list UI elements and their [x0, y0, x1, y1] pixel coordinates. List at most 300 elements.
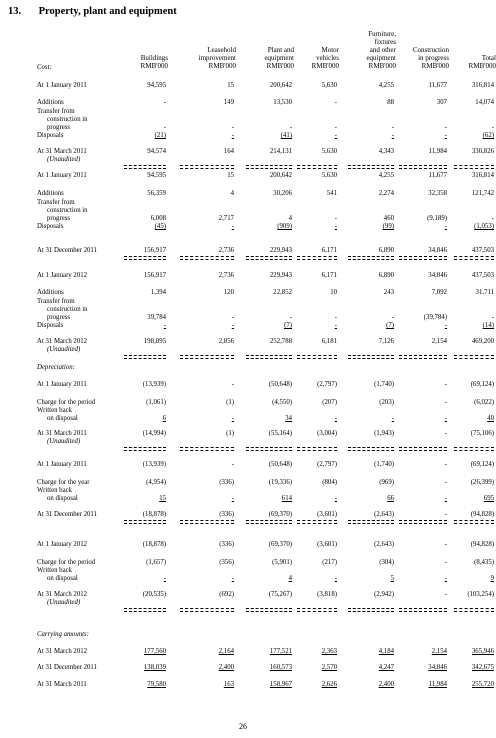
table-cell: 695	[483, 495, 494, 502]
table-cell: (19,336)	[268, 479, 292, 486]
double-rule	[297, 256, 337, 260]
double-rule	[246, 355, 292, 359]
row-label: Cost:	[37, 64, 52, 71]
table-row	[0, 509, 494, 520]
table-cell: -	[334, 495, 337, 502]
double-rule	[454, 355, 494, 359]
table-cell: (1,053)	[474, 223, 494, 230]
table-cell: -	[334, 99, 337, 106]
table-cell: 5,630	[321, 82, 337, 89]
table-cell: 4,343	[378, 148, 394, 155]
table-cell: (1)	[226, 430, 234, 437]
table-cell: 6	[162, 415, 166, 422]
table-cell: 2,400	[378, 681, 394, 688]
table-cell: -	[231, 322, 234, 329]
row-label: (Unaudited)	[47, 599, 81, 606]
row-label: Disposals	[37, 132, 64, 139]
table-cell: -	[444, 511, 447, 518]
table-cell: 156,917	[143, 272, 166, 279]
double-rule	[124, 447, 166, 451]
row-label: Disposals	[37, 223, 64, 230]
table-cell: 9	[490, 575, 494, 582]
table-cell: (75,267)	[268, 591, 292, 598]
table-cell: (7)	[284, 322, 292, 329]
table-cell: -	[231, 223, 234, 230]
table-cell: -	[289, 314, 292, 321]
table-cell: (1,740)	[374, 381, 394, 388]
table-cell: (50,648)	[268, 381, 292, 388]
table-cell: -	[231, 415, 234, 422]
table-cell: 2,570	[321, 664, 337, 671]
row-label: progress	[47, 215, 71, 222]
table-cell: -	[334, 314, 337, 321]
table-cell: (304)	[379, 559, 394, 566]
table-cell: 2,717	[218, 215, 234, 222]
double-rule	[297, 165, 337, 169]
table-row	[0, 245, 494, 256]
table-cell: -	[444, 559, 447, 566]
table-row	[0, 270, 494, 281]
table-row	[0, 629, 486, 640]
table-cell: 4	[288, 215, 292, 222]
table-cell: 7,126	[378, 338, 394, 345]
table-cell: -	[444, 415, 447, 422]
table-cell: (69,370)	[268, 511, 292, 518]
table-cell: -	[163, 124, 166, 131]
table-cell: 31,711	[475, 289, 494, 296]
row-label: progress	[47, 124, 71, 131]
table-cell: 469,200	[471, 338, 494, 345]
table-cell: (3,818)	[317, 591, 337, 598]
row-label: At 31 December 2011	[37, 511, 97, 518]
note-title: Property, plant and equipment	[38, 6, 177, 17]
row-label: At 31 December 2011	[37, 247, 97, 254]
table-cell: 164	[223, 148, 234, 155]
table-cell: -	[444, 495, 447, 502]
double-rule	[399, 520, 447, 524]
table-cell: (69,370)	[268, 541, 292, 548]
table-cell: -	[334, 322, 337, 329]
column-header-line: equipment	[264, 54, 294, 62]
table-cell: (2,797)	[317, 461, 337, 468]
table-cell: 94,595	[147, 82, 166, 89]
double-rule	[246, 256, 292, 260]
column-header-line: improvement	[198, 54, 236, 62]
row-label: At 1 January 2011	[37, 381, 87, 388]
table-cell: -	[391, 415, 394, 422]
double-rule	[180, 520, 234, 524]
table-cell: -	[231, 575, 234, 582]
row-label: At 31 March 2011	[37, 430, 87, 437]
table-cell: (969)	[379, 479, 394, 486]
table-cell: 5,630	[321, 172, 337, 179]
table-row	[0, 170, 494, 181]
table-cell: (1,740)	[374, 461, 394, 468]
double-rule	[348, 355, 394, 359]
row-label: Depreciation:	[37, 364, 75, 371]
table-cell: 2,154	[431, 648, 447, 655]
row-label: Written back	[37, 567, 73, 574]
column-unit: RMB'000	[421, 62, 449, 70]
table-cell: 6,171	[321, 272, 337, 279]
row-label: construction in	[47, 306, 88, 313]
table-cell: 177,560	[143, 648, 166, 655]
table-row	[0, 221, 494, 232]
row-label: At 1 January 2011	[37, 82, 87, 89]
table-cell: (62)	[482, 132, 494, 139]
double-rule	[180, 608, 234, 612]
table-row	[0, 154, 486, 165]
table-cell: (9,189)	[427, 215, 447, 222]
table-cell: (94,828)	[470, 541, 494, 548]
double-rule	[454, 165, 494, 169]
column-header-line: Total	[481, 54, 496, 62]
table-cell: 66	[387, 495, 394, 502]
table-cell: 307	[436, 99, 447, 106]
row-label: At 31 March 2012	[37, 591, 88, 598]
table-cell: 39,784	[147, 314, 166, 321]
column-unit: RMB'000	[140, 62, 168, 70]
table-cell: (18,878)	[142, 511, 166, 518]
table-cell: 7,092	[431, 289, 447, 296]
table-cell: 158,967	[269, 681, 292, 688]
row-label: At 1 January 2012	[37, 272, 88, 279]
double-rule	[124, 520, 166, 524]
row-label: construction in	[47, 207, 88, 214]
table-cell: (4,550)	[272, 399, 292, 406]
double-rule	[246, 447, 292, 451]
table-cell: 2,274	[378, 190, 394, 197]
table-cell: 229,943	[269, 272, 292, 279]
page-number: 26	[239, 722, 247, 731]
table-cell: 6,890	[378, 247, 394, 254]
table-cell: 15	[159, 495, 166, 502]
column-header-line: Motor	[321, 46, 339, 54]
table-cell: (103,254)	[467, 591, 494, 598]
table-cell: 160,573	[269, 664, 292, 671]
table-row	[0, 539, 494, 550]
table-cell: 15	[227, 82, 234, 89]
table-cell: -	[334, 575, 337, 582]
table-cell: 541	[326, 190, 337, 197]
table-cell: (8,435)	[474, 559, 494, 566]
table-cell: (41)	[280, 132, 292, 139]
table-cell: (94,828)	[470, 511, 494, 518]
table-row	[0, 597, 486, 608]
table-cell: -	[231, 132, 234, 139]
table-cell: -	[231, 124, 234, 131]
table-cell: -	[444, 399, 447, 406]
table-cell: -	[491, 124, 494, 131]
table-row	[0, 662, 494, 673]
table-cell: (336)	[219, 511, 234, 518]
double-rule	[348, 165, 394, 169]
column-header-line: Buildings	[140, 54, 168, 62]
table-cell: 163	[223, 681, 234, 688]
table-cell: 11,984	[428, 681, 447, 688]
table-cell: 4,255	[378, 172, 394, 179]
table-cell: -	[334, 215, 337, 222]
double-rule	[297, 608, 337, 612]
double-rule	[297, 520, 337, 524]
table-cell: -	[491, 215, 494, 222]
table-cell: 342,675	[471, 664, 494, 671]
table-cell: 2,363	[321, 648, 337, 655]
table-cell: 4,184	[378, 648, 394, 655]
row-label: (Unaudited)	[47, 156, 81, 163]
row-label: At 1 January 2011	[37, 172, 87, 179]
table-cell: -	[231, 461, 234, 468]
table-cell: 177,521	[269, 648, 292, 655]
table-row	[0, 573, 494, 584]
table-cell: (69,124)	[470, 381, 494, 388]
table-cell: (1,061)	[146, 399, 166, 406]
table-cell: 34,846	[428, 272, 447, 279]
table-cell: 6,181	[321, 338, 337, 345]
table-cell: -	[391, 314, 394, 321]
column-unit: RMB'000	[468, 62, 496, 70]
table-cell: (7)	[386, 322, 394, 329]
row-label: (Unaudited)	[47, 438, 81, 445]
row-label: construction in	[47, 116, 88, 123]
table-row	[0, 320, 494, 331]
table-cell: -	[163, 322, 166, 329]
table-cell: 6,890	[378, 272, 394, 279]
table-cell: -	[444, 591, 447, 598]
table-cell: (804)	[322, 479, 337, 486]
double-rule	[297, 447, 337, 451]
double-rule	[399, 355, 447, 359]
double-rule	[124, 608, 166, 612]
table-cell: 5,630	[321, 148, 337, 155]
table-cell: 34	[285, 415, 292, 422]
row-label: Transfer from	[37, 199, 75, 206]
row-label: At 31 March 2011	[37, 681, 87, 688]
double-rule	[180, 165, 234, 169]
double-rule	[399, 165, 447, 169]
table-cell: -	[391, 132, 394, 139]
row-label: Additions	[37, 99, 64, 106]
table-cell: 2,626	[321, 681, 337, 688]
table-cell: (26,399)	[470, 479, 494, 486]
table-cell: (3,601)	[317, 511, 337, 518]
table-cell: 2,154	[431, 338, 447, 345]
table-cell: -	[444, 223, 447, 230]
table-cell: 56,359	[147, 190, 166, 197]
table-cell: 156,917	[143, 247, 166, 254]
column-header-line: Leasehold	[207, 46, 236, 54]
table-cell: (207)	[322, 399, 337, 406]
table-cell: 2,164	[218, 648, 234, 655]
table-cell: 94,574	[147, 148, 166, 155]
table-cell: 14,074	[475, 99, 494, 106]
table-row	[0, 436, 486, 447]
row-label: At 31 December 2011	[37, 664, 97, 671]
table-cell: -	[231, 495, 234, 502]
double-rule	[124, 256, 166, 260]
table-cell: 13,530	[273, 99, 292, 106]
table-cell: (203)	[379, 399, 394, 406]
table-cell: 243	[383, 289, 394, 296]
table-cell: 365,946	[471, 648, 494, 655]
table-cell: 4	[230, 190, 234, 197]
row-label: At 31 March 2012	[37, 338, 88, 345]
column-header-line: Furniture,	[368, 30, 396, 38]
column-unit: RMB'000	[368, 62, 396, 70]
double-rule	[180, 355, 234, 359]
table-row	[0, 679, 494, 690]
table-cell: 255,720	[471, 681, 494, 688]
row-label: Charge for the year	[37, 479, 90, 486]
double-rule	[246, 165, 292, 169]
row-label: Written back	[37, 487, 73, 494]
row-label: At 31 March 2012	[37, 648, 88, 655]
table-cell: 200,642	[269, 172, 292, 179]
table-cell: 11,677	[428, 172, 447, 179]
table-cell: (356)	[219, 559, 234, 566]
table-cell: 32,358	[428, 190, 447, 197]
table-cell: 121,742	[471, 190, 494, 197]
table-cell: 4,255	[378, 82, 394, 89]
table-row	[0, 646, 494, 657]
table-cell: (45)	[154, 223, 166, 230]
table-cell: (692)	[219, 591, 234, 598]
table-cell: 330,826	[471, 148, 494, 155]
double-rule	[454, 256, 494, 260]
table-cell: (336)	[219, 479, 234, 486]
table-cell: -	[231, 314, 234, 321]
table-cell: (217)	[322, 559, 337, 566]
table-cell: 34,846	[428, 247, 447, 254]
table-cell: 2,736	[218, 247, 234, 254]
table-cell: 34,846	[428, 664, 447, 671]
table-cell: 11,677	[428, 82, 447, 89]
table-cell: (1,943)	[374, 430, 394, 437]
table-cell: 614	[281, 495, 292, 502]
table-cell: 214,131	[269, 148, 292, 155]
table-cell: 88	[387, 99, 394, 106]
table-cell: 11,984	[428, 148, 447, 155]
table-cell: 316,814	[471, 172, 494, 179]
table-cell: 10	[330, 289, 337, 296]
table-cell: (3,004)	[317, 430, 337, 437]
table-cell: (14)	[482, 322, 494, 329]
table-cell: -	[289, 124, 292, 131]
table-cell: (6,022)	[474, 399, 494, 406]
table-cell: (2,643)	[374, 541, 394, 548]
row-label: Written back	[37, 407, 73, 414]
column-header-line: in progress	[418, 54, 449, 62]
table-cell: 198,095	[143, 338, 166, 345]
double-rule	[124, 165, 166, 169]
table-cell: -	[444, 479, 447, 486]
row-label: Charge for the period	[37, 559, 96, 566]
double-rule	[124, 355, 166, 359]
table-cell: (50,648)	[268, 461, 292, 468]
table-cell: -	[444, 541, 447, 548]
table-cell: 316,814	[471, 82, 494, 89]
column-header-line: Construction	[412, 46, 449, 54]
table-row	[0, 362, 486, 373]
table-cell: 120	[223, 289, 234, 296]
double-rule	[246, 608, 292, 612]
table-cell: 149	[223, 99, 234, 106]
row-label: Additions	[37, 190, 64, 197]
double-rule	[348, 447, 394, 451]
double-rule	[297, 355, 337, 359]
table-cell: 30,206	[273, 190, 292, 197]
table-cell: (4,954)	[146, 479, 166, 486]
note-number: 13.	[8, 6, 22, 17]
table-cell: (13,939)	[142, 381, 166, 388]
table-cell: (909)	[277, 223, 292, 230]
table-cell: 460	[383, 215, 394, 222]
table-cell: 94,595	[147, 172, 166, 179]
double-rule	[399, 256, 447, 260]
note-heading	[8, 6, 177, 17]
table-cell: 5	[390, 575, 394, 582]
double-rule	[180, 447, 234, 451]
table-cell: (336)	[219, 541, 234, 548]
table-cell: (75,106)	[470, 430, 494, 437]
column-header-line: Plant and	[267, 46, 294, 54]
row-label: Transfer from	[37, 298, 75, 305]
table-cell: (18,878)	[142, 541, 166, 548]
table-cell: 2,856	[218, 338, 234, 345]
table-row	[0, 80, 494, 91]
row-label: At 31 March 2011	[37, 148, 87, 155]
column-unit: RMB'000	[266, 62, 294, 70]
table-row	[0, 493, 494, 504]
table-cell: (3,601)	[317, 541, 337, 548]
column-header-line: equipment	[366, 54, 396, 62]
table-cell: 200,642	[269, 82, 292, 89]
double-rule	[399, 447, 447, 451]
column-unit: RMB'000	[208, 62, 236, 70]
table-cell: (55,164)	[268, 430, 292, 437]
column-unit: RMB'000	[311, 62, 339, 70]
table-cell: -	[334, 124, 337, 131]
table-cell: 6,171	[321, 247, 337, 254]
table-cell: -	[231, 381, 234, 388]
table-cell: -	[491, 314, 494, 321]
table-cell: -	[163, 575, 166, 582]
double-rule	[454, 447, 494, 451]
table-cell: (20,535)	[142, 591, 166, 598]
double-rule	[454, 520, 494, 524]
table-row	[0, 130, 494, 141]
table-cell: (13,939)	[142, 461, 166, 468]
table-cell: -	[444, 461, 447, 468]
table-cell: -	[334, 132, 337, 139]
table-row	[0, 379, 494, 390]
row-label: Disposals	[37, 322, 64, 329]
row-label: Additions	[37, 289, 64, 296]
table-cell: (5,901)	[272, 559, 292, 566]
table-cell: -	[444, 132, 447, 139]
double-rule	[454, 608, 494, 612]
table-cell: (2,643)	[374, 511, 394, 518]
table-cell: (21)	[154, 132, 166, 139]
table-cell: -	[334, 415, 337, 422]
table-cell: (2,942)	[374, 591, 394, 598]
table-cell: -	[444, 124, 447, 131]
table-cell: -	[444, 575, 447, 582]
column-header-line: and other	[369, 46, 396, 54]
row-label: (Unaudited)	[47, 346, 81, 353]
double-rule	[348, 256, 394, 260]
table-cell: 2,400	[218, 664, 234, 671]
